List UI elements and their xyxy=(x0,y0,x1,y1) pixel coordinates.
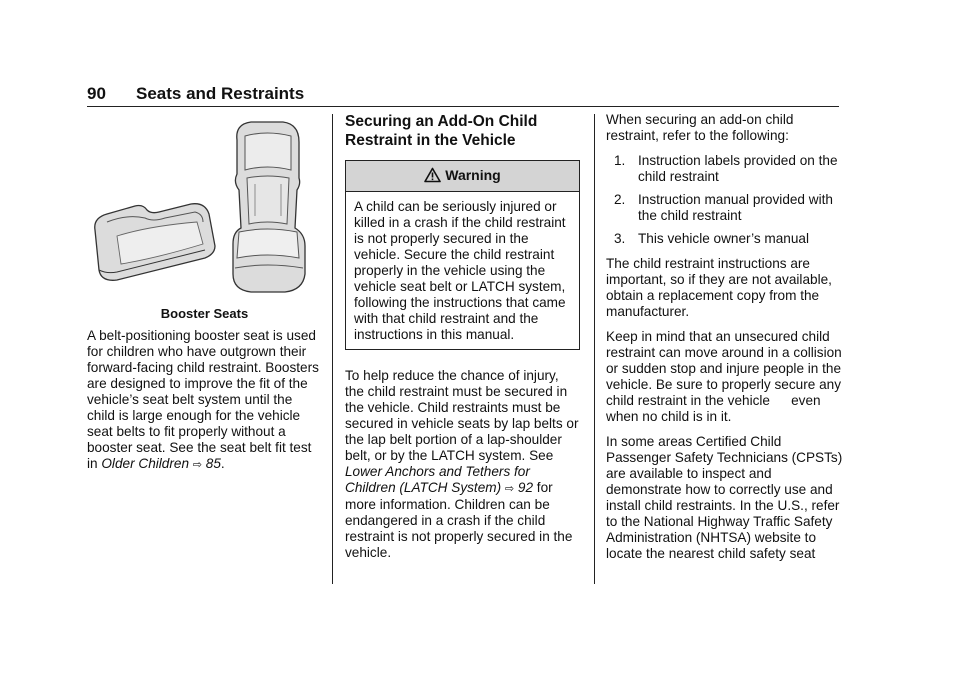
column-divider-1 xyxy=(332,114,333,584)
intro-paragraph: When securing an add-on child restraint, refer to the following: xyxy=(606,112,794,143)
list-item: 3. This vehicle owner’s manual xyxy=(614,231,810,246)
figure-caption: Booster Seats xyxy=(160,306,249,321)
reference-list xyxy=(606,153,844,247)
instructions-paragraph: The child restraint instructions are important, so if they are not available, obtain a replacement copy from the manufacturer. xyxy=(606,256,832,319)
highback-booster-icon xyxy=(233,122,305,292)
ref-arrow-icon: ⇨ xyxy=(504,483,515,495)
column-2 xyxy=(345,112,580,570)
page-number: 90 xyxy=(87,84,106,103)
section-heading: Securing an Add-On Child Restraint in the Vehicle xyxy=(345,113,538,149)
page-ref-85[interactable]: 85 xyxy=(205,456,221,471)
page-header xyxy=(87,84,839,107)
older-children-link[interactable]: Older Children xyxy=(101,456,190,471)
column-divider-2 xyxy=(594,114,595,584)
unsecured-paragraph: Keep in mind that an unsecured child restraint can move around in a collision or sudden stop and injure people in the vehicle. Be sure to properly secure any child restraint in the vehicle even when no child is in it. xyxy=(606,329,842,424)
list-item: 2. Instruction manual provided with the child restraint xyxy=(614,192,833,223)
ref-arrow-icon: ⇨ xyxy=(192,459,203,471)
warning-box xyxy=(345,160,580,350)
page-ref-92[interactable]: 92 xyxy=(517,480,534,495)
latch-link[interactable]: Lower Anchors and Tethers for Children (LATCH System) xyxy=(345,464,530,495)
warning-body xyxy=(346,192,579,349)
cpst-paragraph: In some areas Certified Child Passenger Safety Technicians (CPSTs) are available to inspect and demonstrate how to correctly use and install child restraints. In the U.S., refer to the National Highway Traffic Safety Administration (NHTSA) website to locate the nearest child safety seat xyxy=(606,434,843,561)
column-3 xyxy=(606,112,844,571)
backless-booster-icon xyxy=(95,204,215,281)
booster-seats-illustration xyxy=(87,118,322,298)
warning-title: Warning xyxy=(445,167,501,183)
securing-paragraph: To help reduce the chance of injury, the child restraint must be secured in the vehicle. Child restraints must be secured in vehicle seats by lap belts or the lap belt portion of a lap-shoulder belt, or by the LATCH system. See Lower Anchors and Tethers for Children (LATCH System) ⇨ 92 for more information. Children can be endangered in a crash if the child restraint is not properly secured in the vehicle. xyxy=(345,368,579,560)
warning-triangle-icon xyxy=(424,167,441,183)
list-item: 1. Instruction labels provided on the child restraint xyxy=(614,153,838,184)
warning-text: A child can be seriously injured or killed in a crash if the child restraint is not properly secured in the vehicle. Secure the child restraint properly in the vehicle using the vehicle seat belt or LATCH system, following the instructions that came with that child restraint and the instructions in this manual. xyxy=(354,199,566,342)
column-1 xyxy=(87,328,322,482)
section-title: Seats and Restraints xyxy=(136,84,305,103)
booster-paragraph: A belt-positioning booster seat is used for children who have outgrown their forward-facing child restraint. Boosters are designed to improve the fit of the vehicle’s seat belt system until the child is large enough for the vehicle seat belts to fit properly without a booster seat. See the seat belt fit test in Older Children ⇨ 85. xyxy=(87,328,319,471)
warning-header xyxy=(346,161,579,192)
